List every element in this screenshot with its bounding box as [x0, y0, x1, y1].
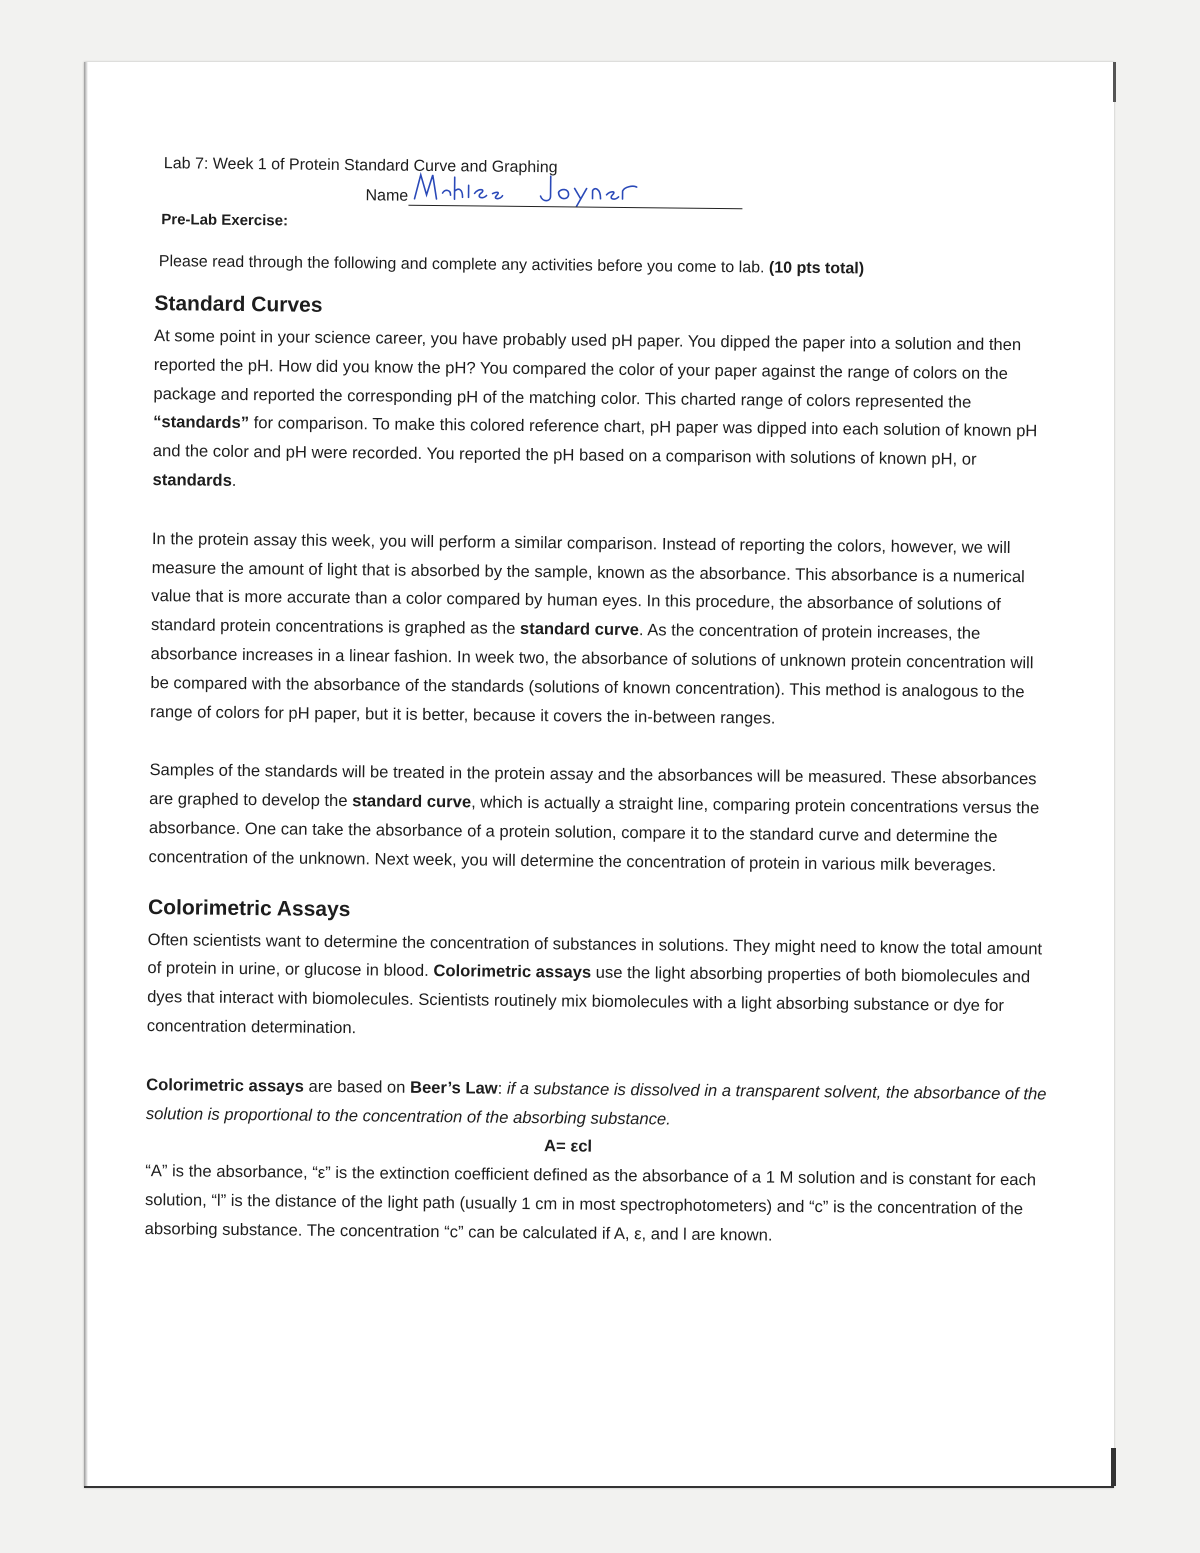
beers-law-formula: A= εcl — [543, 1136, 593, 1157]
paper-edge-shadow — [84, 62, 88, 1486]
prelab-heading: Pre-Lab Exercise: — [161, 211, 289, 230]
standard-curves-paragraph-3: Samples of the standards will be treated in the protein assay and the absorbances will be measured. These absorbances are graphed to develop the standard curve, which is actually a straight line, comparing protein concentrations versus the absorbance. One can take the absorbance of a protein solution, compare it to the standard curve and determine the concentration of the unknown. Next week, you will determine the concentration of protein in various milk beverages. — [148, 760, 1040, 875]
paper-edge-mark — [1113, 62, 1116, 102]
colorimetric-paragraph-3: “A” is the absorbance, “ε” is the extinction coefficient defined as the absorbance of a 1 M solution and is constant for each solution, “l” is the distance of the light path (usually 1 cm in most spectrophotometers) and “c” is the concentration of the absorbing substance. The concentration “c” can be calculated if A, ε, and l are known. — [144, 1161, 1037, 1245]
paper-edge-mark-bottom — [1111, 1448, 1116, 1486]
handwritten-signature — [410, 169, 650, 208]
name-field[interactable] — [365, 178, 742, 209]
main-body — [145, 292, 1060, 1253]
name-label: Name — [365, 187, 409, 205]
colorimetric-paragraph-2: Colorimetric assays are based on Beer’s Law: if a substance is dissolved in a transparent solvent, the absorbance of the solution is proportional to the concentration of the absorbing substance. — [145, 1074, 1047, 1129]
section-heading-colorimetric-assays: Colorimetric Assays — [147, 895, 351, 921]
colorimetric-paragraph-1: Often scientists want to determine the concentration of substances in solutions. They might need to know the total amount of protein in urine, or glucose in blood. Colorimetric assays use the light absorbing properties of both biomolecules and dyes that interact with biomolecules. Scientists routinely mix biomolecules with a light absorbing substance or dye for concentration determination. — [146, 929, 1043, 1038]
lab-title: Lab 7: Week 1 of Protein Standard Curve and Graphing — [163, 155, 558, 177]
section-heading-standard-curves: Standard Curves — [154, 292, 323, 317]
name-signature-line[interactable] — [408, 179, 742, 209]
standard-curves-paragraph-1: At some point in your science career, you have probably used pH paper. You dipped the paper into a solution and then reported the pH. How did you know the pH? You compared the color of your paper against the range of colors on the package and reported the corresponding pH of the matching color. This charted range of colors represented the “standards” for comparison. To make this colored reference chart, pH paper was dipped into each solution of known pH and the color and pH were recorded. You reported the pH based on a comparison with solutions of known pH, or standards. — [152, 326, 1038, 490]
intro-text: Please read through the following and complete any activities before you come to lab. — [158, 253, 765, 277]
standard-curves-paragraph-2: In the protein assay this week, you will perform a similar comparison. Instead of reporting the colors, however, we will measure the amount of light that is absorbed by the sample, known as the absorbance. This absorbance is a numerical value that is more accurate than a color compared by human eyes. In this procedure, the absorbance of solutions of standard protein concentrations is graphed as the standard curve. As the concentration of protein increases, the absorbance increases in a linear fashion. In week two, the absorbance of solutions of unknown protein concentration will be compared with the absorbance of the standards (solutions of known concentration). This method is analogous to the range of colors for pH paper, but it is better, because it covers the in-between ranges. — [150, 528, 1034, 728]
intro-points: (10 pts total) — [768, 259, 865, 278]
